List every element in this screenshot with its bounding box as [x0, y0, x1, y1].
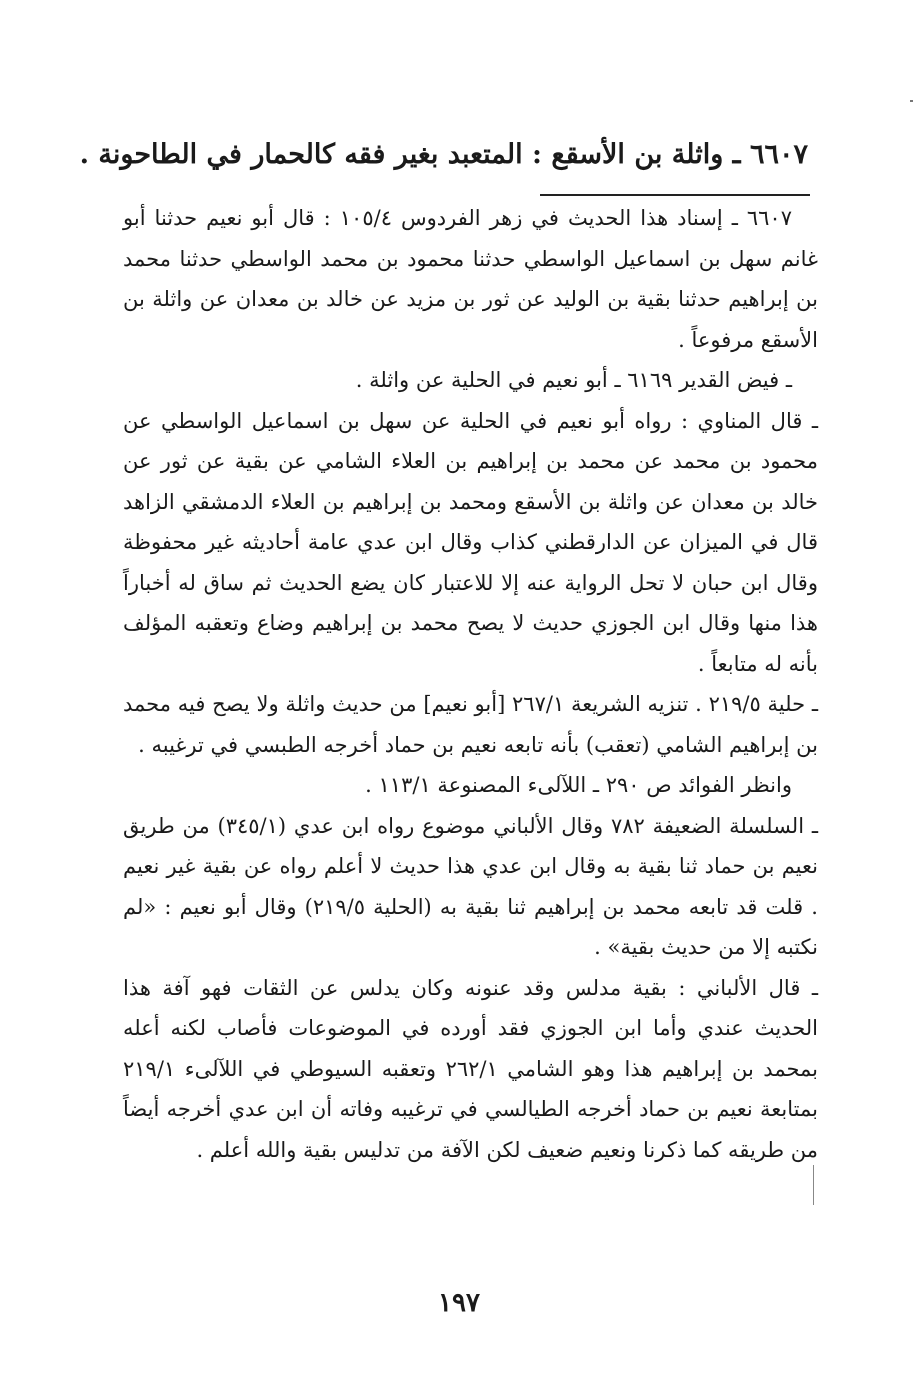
entry-heading: ٦٦٠٧ ـ واثلة بن الأسقع : المتعبد بغير فقه كالحمار في الطاحونة . [79, 139, 808, 170]
margin-mark [813, 1165, 814, 1205]
paragraph-fawaid: وانظر الفوائد ص ٢٩٠ ـ اللآلىء المصنوعة ١١٣/١ . [365, 773, 792, 797]
page-number: ١٩٧ [438, 1288, 480, 1318]
paragraph-faid-alqadir: ـ فيض القدير ٦١٦٩ ـ أبو نعيم في الحلية عن واثلة . [355, 368, 792, 392]
paragraph-isnad: ٦٦٠٧ ـ إسناد هذا الحديث في زهر الفردوس ١٠٥/٤ : قال أبو نعيم حدثنا أبو غانم سهل بن اسماعيل الواسطي حدثنا محمود بن محمد الواسطي حدثنا محمد بن إبراهيم حدثنا بقية بن الوليد عن ثور بن مزيد عن خالد بن معدان عن واثلة بن الأسقع مرفوعاً . [123, 206, 818, 352]
paragraph-hilya: ـ حلية ٢١٩/٥ . تنزيه الشريعة ٢٦٧/١ [أبو نعيم] من حديث واثلة ولا يصح فيه محمد بن إبراهيم الشامي (تعقب) بأنه تابعه نعيم بن حماد أخرجه الطبسي في ترغيبه . [123, 692, 818, 757]
paragraph-silsila: ـ السلسلة الضعيفة ٧٨٢ وقال الألباني موضوع رواه ابن عدي (٣٤٥/١) من طريق نعيم بن حماد ثنا بقية به وقال ابن عدي هذا حديث لا أعلم رواه عن بقية غير نعيم . قلت قد تابعه محمد بن إبراهيم ثنا بقية به (الحلية ٢١٩/٥) وقال أبو نعيم : «لم نكتبه إلا من حديث بقية» . [123, 813, 818, 959]
footnote-body [123, 198, 818, 1170]
paragraph-albani: ـ قال الألباني : بقية مدلس وقد عنونه وكان يدلس عن الثقات فهو آفة هذا الحديث عندي وأما ابن الجوزي فقد أورده في الموضوعات فأصاب لكنه أعله بمحمد بن إبراهيم هذا وهو الشامي ٢٦٢/١ وتعقبه السيوطي في اللآلىء ٢١٩/١ بمتابعة نعيم بن حماد أخرجه الطيالسي في ترغيبه وفاته أن ابن عدي أخرجه أيضاً من طريقه كما ذكرنا ونعيم ضعيف لكن الآفة من تدليس بقية والله أعلم . [123, 975, 819, 1162]
paragraph-munawi: ـ قال المناوي : رواه أبو نعيم في الحلية عن سهل بن اسماعيل الواسطي عن محمود بن محمد عن محمد بن إبراهيم بن العلاء الشامي عن بقية عن ثور عن خالد بن معدان عن واثلة بن الأسقع ومحمد بن إبراهيم بن العلاء الدمشقي الزاهد قال في الميزان عن الدارقطني كذاب وقال ابن عدي عامة أحاديثه غير محفوظة وقال ابن حبان لا تحل الرواية عنه إلا للاعتبار كان يضع الحديث ثم ساق له أخباراً هذا منها وقال ابن الجوزي حديث لا يصح محمد بن إبراهيم وضاع وتعقبه المؤلف بأنه له متابعاً . [123, 408, 818, 676]
footnote-separator [540, 194, 810, 196]
scan-speck [910, 100, 913, 102]
